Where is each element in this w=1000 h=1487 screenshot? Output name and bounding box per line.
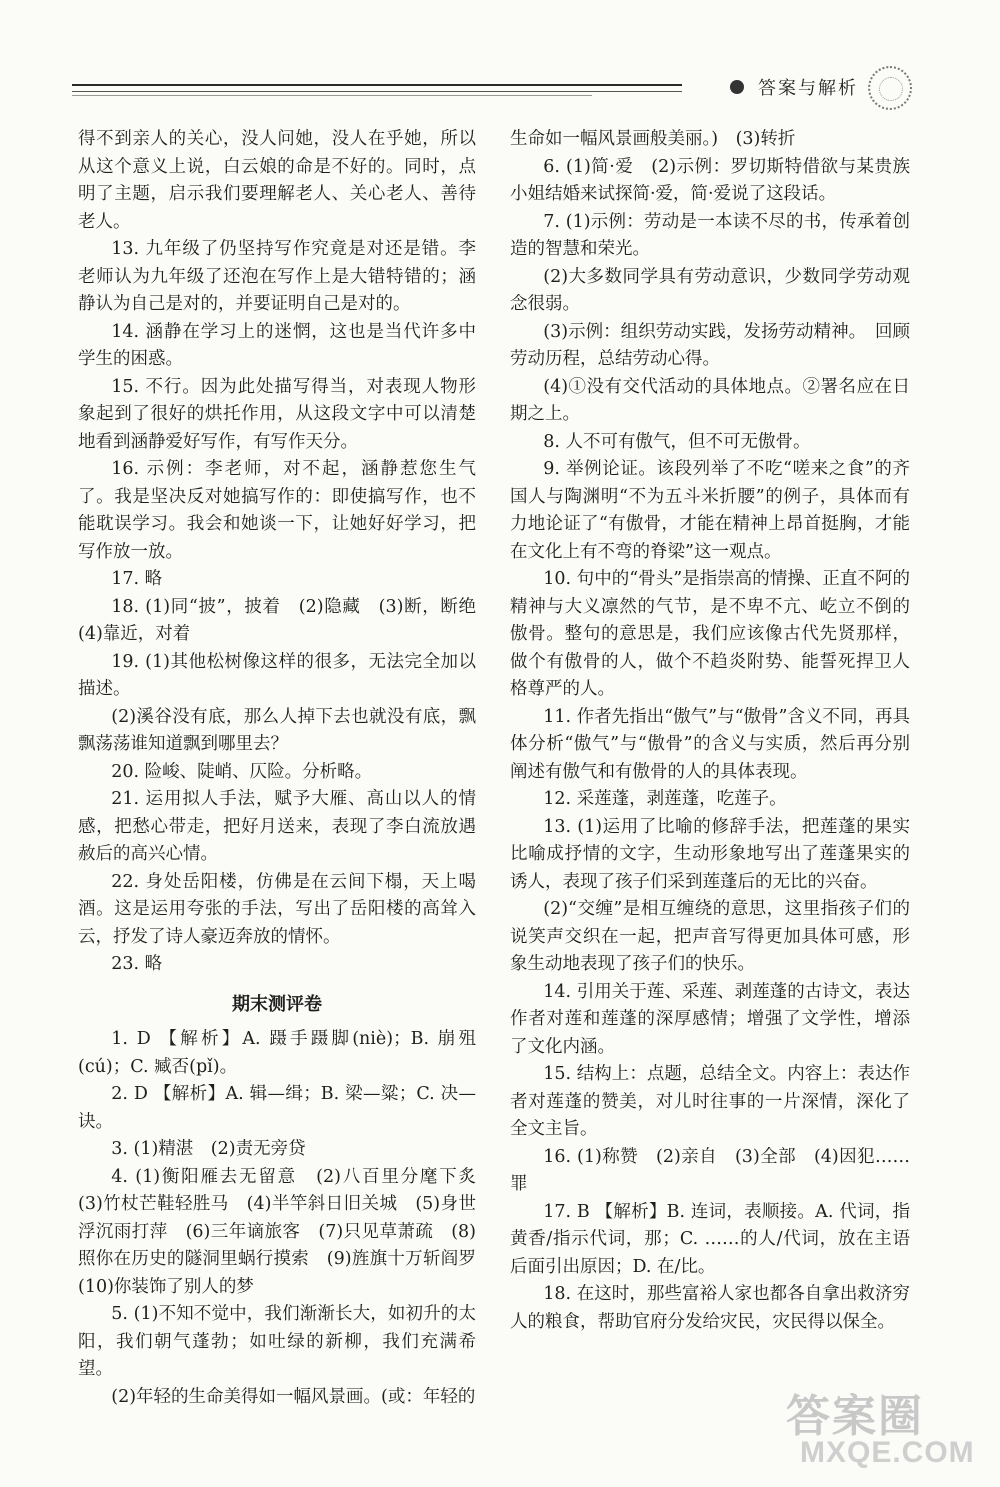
answer-paragraph: 14. 涵静在学习上的迷惘，这也是当代许多中学生的困惑。: [78, 321, 476, 369]
left-column: [78, 126, 494, 1411]
answer-paragraph: 13. 九年级了仍坚持写作究竟是对还是错。李老师认为九年级了还泡在写作上是大错特错的；涵静认为自己是对的，并要证明自己是对的。: [78, 239, 476, 314]
answer-paragraph: 8. 人不可有傲气，但不可无傲骨。: [543, 431, 811, 452]
watermark-line2: MXQE.COM: [800, 1436, 975, 1469]
answer-paragraph: 16. 示例：李老师，对不起，涵静惹您生气了。我是坚决反对她搞写作的：即使搞写作，也不能耽误学习。我会和她谈一下，让她好好学习，把写作放一放。: [78, 459, 476, 562]
answer-paragraph: 2. D 【解析】A. 辑—缉；B. 梁—粱；C. 决—诀。: [78, 1084, 476, 1132]
answer-paragraph: (3)示例：组织劳动实践，发扬劳动精神。 回顾劳动历程，总结劳动心得。: [510, 321, 910, 369]
answer-paragraph: 10. 句中的“骨头”是指崇高的情操、正直不阿的精神与大义凛然的气节，是不卑不亢、屹立不倒的傲骨。整句的意思是，我们应该像古代先贤那样，做个有傲骨的人，做个不趋炎附势、能誓死捍卫人格尊严的人。: [510, 569, 910, 699]
header-ornament-icon: [868, 66, 912, 110]
answer-paragraph: 7. (1)示例：劳动是一本读不尽的书，传承着创造的智慧和荣光。: [510, 211, 910, 259]
answer-paragraph: 15. 结构上：点题，总结全文。内容上：表达作者对莲蓬的赞美，对儿时往事的一片深情，深化了全文主旨。: [510, 1064, 910, 1139]
right-column: [510, 126, 910, 1336]
answer-paragraph: 17. 略: [111, 569, 163, 589]
answer-paragraph: (2)大多数同学具有劳动意识，少数同学劳动观念很弱。: [510, 266, 910, 314]
answer-paragraph: 生命如一幅风景画般美丽。) (3)转折: [510, 129, 796, 149]
answer-paragraph: 9. 举例论证。该段列举了不吃“嗟来之食”的齐国人与陶渊明“不为五斗米折腰”的例子，具体而有力地论证了“有傲骨，才能在精神上昂首挺胸，才能在文化上有不弯的脊梁”这一观点。: [510, 459, 910, 562]
answer-paragraph: 6. (1)简·爱 (2)示例：罗切斯特借欲与某贵族小姐结婚来试探简·爱，简·爱说了这段话。: [510, 156, 910, 204]
section-heading: 期末测评卷: [232, 993, 322, 1015]
answer-paragraph: (2)年轻的生命美得如一幅风景画。(或：年轻的: [111, 1386, 476, 1407]
header-rule-thick: [72, 84, 682, 86]
answer-paragraph: 18. (1)同“披”，披着 (2)隐藏 (3)断，断绝 (4)靠近，对着: [78, 596, 494, 644]
watermark-line1: 答案圈: [786, 1392, 924, 1441]
answer-paragraph: 14. 引用关于莲、采莲、剥莲蓬的古诗文，表达作者对莲和莲蓬的深厚感情；增强了文学性，增添了文化内涵。: [510, 981, 910, 1057]
answer-paragraph: 15. 不行。因为此处描写得当，对表现人物形象起到了很好的烘托作用，从这段文字中可以清楚地看到涵静爱好写作，有写作天分。: [78, 376, 476, 452]
answer-paragraph: (2)溪谷没有底，那么人掉下去也就没有底，飘飘荡荡谁知道飘到哪里去？: [78, 706, 476, 754]
answer-paragraph: 得不到亲人的关心，没人问她，没人在乎她，所以从这个意义上说，白云娘的命是不好的。同时，点明了主题，启示我们要理解老人、关心老人、善待老人。: [78, 129, 476, 232]
answer-paragraph: 20. 险峻、陡峭、仄险。分析略。: [111, 761, 373, 782]
answer-paragraph: 23. 略: [111, 954, 163, 974]
header-rule-faint: [72, 95, 592, 96]
watermark-logo: [786, 1380, 975, 1476]
answer-paragraph: (2)“交缠”是相互缠绕的意思，这里指孩子们的说笑声交织在一起，把声音写得更加具体可感，形象生动地表现了孩子们的快乐。: [510, 899, 910, 974]
header-title: 答案与解析: [758, 78, 858, 99]
header-rule-thin: [72, 91, 682, 92]
answer-paragraph: 22. 身处岳阳楼，仿佛是在云间下榻，天上喝酒。这是运用夸张的手法，写出了岳阳楼的高耸入云，抒发了诗人豪迈奔放的情怀。: [78, 871, 476, 947]
answer-paragraph: 1. D 【解析】A. 蹑手蹑脚(niè)；B. 崩殂(cú)；C. 臧否(pǐ)。: [78, 1029, 476, 1077]
answer-paragraph: 3. (1)精湛 (2)责无旁贷: [111, 1139, 306, 1159]
answer-paragraph: 16. (1)称赞 (2)亲自 (3)全部 (4)因犯……罪: [510, 1146, 910, 1194]
answer-paragraph: 12. 采莲蓬，剥莲蓬，吃莲子。: [543, 789, 787, 809]
answer-paragraph: 21. 运用拟人手法，赋予大雁、高山以人的情感，把愁心带走，把好月送来，表现了李白流放遇赦后的高兴心情。: [78, 789, 476, 864]
answer-paragraph: 18. 在这时，那些富裕人家也都各自拿出救济穷人的粮食，帮助官府分发给灾民，灾民得以保全。: [510, 1284, 910, 1332]
answer-paragraph: 5. (1)不知不觉中，我们渐渐长大，如初升的太阳，我们朝气蓬勃；如吐绿的新柳，我们充满希望。: [78, 1304, 476, 1379]
answer-paragraph: 13. (1)运用了比喻的修辞手法，把莲蓬的果实比喻成抒情的文字，生动形象地写出了莲蓬果实的诱人，表现了孩子们采到莲蓬后的无比的兴奋。: [510, 816, 910, 892]
answer-paragraph: (4)①没有交代活动的具体地点。②署名应在日期之上。: [510, 376, 910, 424]
header-bullet-icon: [730, 80, 744, 94]
answer-paragraph: 17. B 【解析】B. 连词，表顺接。A. 代词，指黄香/指示代词，那；C. ……的人/代词，放在主语后面引出原因；D. 在/比。: [510, 1201, 910, 1277]
answer-paragraph: 4. (1)衡阳雁去无留意 (2)八百里分麾下炙 (3)竹杖芒鞋轻胜马 (4)半竿斜日旧关城 (5)身世浮沉雨打萍 (6)三年谪旅客 (7)只见草萧疏 (8)照你在历史的隧洞里蜗行摸索 (9)旌旗十万斩阎罗 (10)你装饰了别人的梦: [78, 1166, 494, 1297]
answer-paragraph: 19. (1)其他松树像这样的很多，无法完全加以描述。: [78, 651, 476, 699]
answer-paragraph: 11. 作者先指出“傲气”与“傲骨”含义不同，再具体分析“傲气”与“傲骨”的含义与实质，然后再分别阐述有傲气和有傲骨的人的具体表现。: [510, 706, 910, 782]
